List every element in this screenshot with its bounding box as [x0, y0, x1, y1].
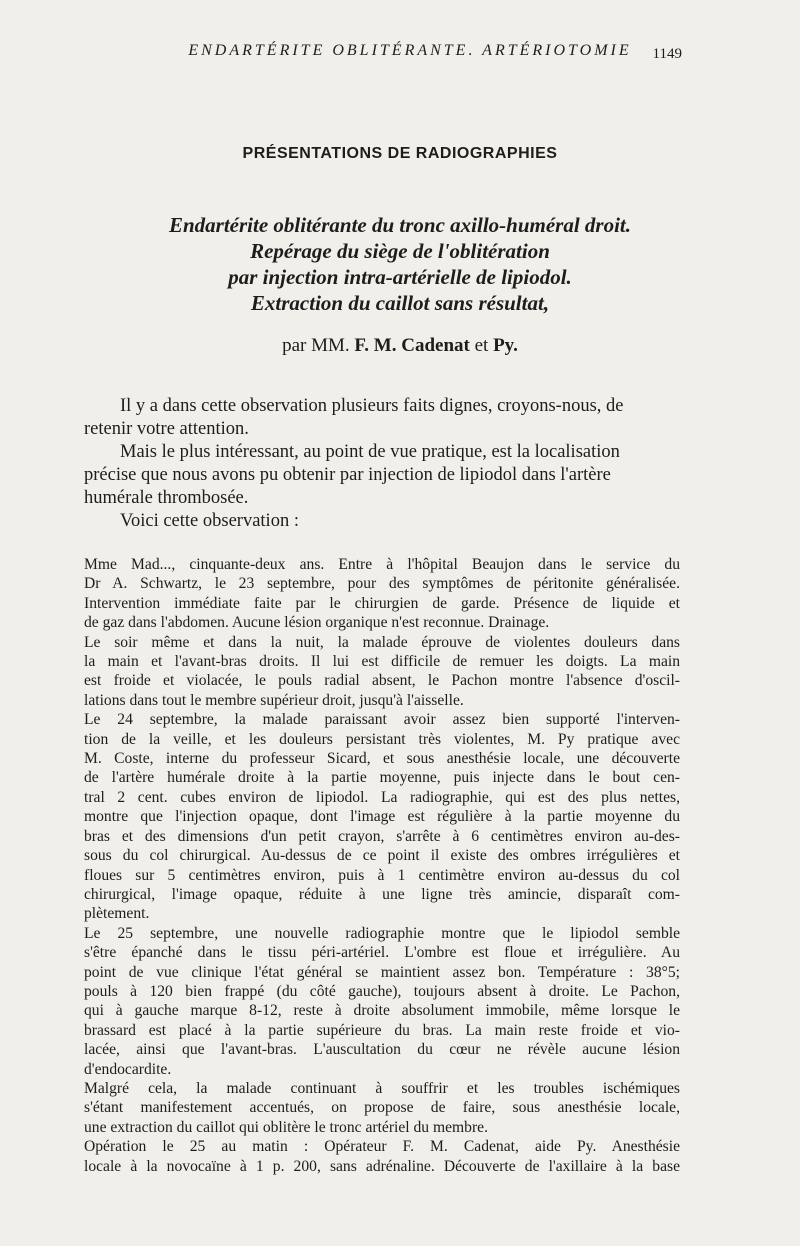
article-title-line: Endartérite oblitérante du tronc axillo-huméral droit. [168, 213, 632, 237]
byline-prefix: par MM. [282, 335, 350, 356]
author-cadenat: F. M. Cadenat [354, 335, 470, 356]
observation-line: Le 25 septembre, une nouvelle radiographie montre que le lipiodol semble [84, 924, 680, 942]
observation-line: tion de la veille, et les douleurs persistant très violentes, M. Py pratique avec [84, 730, 680, 748]
observation-line: lacée, ainsi que l'avant-bras. L'auscultation du cœur ne révèle aucune lésion [84, 1041, 680, 1059]
observation-line: brassard est placé à la partie supérieure du bras. La main reste froide et vio- [84, 1021, 680, 1039]
byline [100, 335, 700, 357]
author-py: Py. [493, 335, 518, 356]
observation-line: de gaz dans l'abdomen. Aucune lésion organique n'est reconnue. Drainage. [84, 614, 550, 632]
observation-line: plètement. [84, 905, 150, 923]
running-header: ENDARTÉRITE OBLITÉRANTE. ARTÉRIOTOMIE [188, 42, 632, 59]
observation-line: s'être épanché dans le tissu péri-artériel. L'ombre est floue et irrégulière. Au [84, 944, 680, 962]
intro-line: Il y a dans cette observation plusieurs faits dignes, croyons-nous, de [120, 396, 624, 416]
observation-line: Dr A. Schwartz, le 23 septembre, pour des symptômes de péritonite généralisée. [84, 575, 680, 593]
observation-line: est froide et violacée, le pouls radial absent, le Pachon montre l'absence d'oscil- [84, 672, 680, 690]
observation-line: Mme Mad..., cinquante-deux ans. Entre à l'hôpital Beaujon dans le service du [84, 556, 680, 573]
observation-line: locale à la novocaïne à 1 p. 200, sans adrénaline. Découverte de l'axillaire à la base [84, 1157, 680, 1175]
observation-line: Le 24 septembre, la malade paraissant avoir assez bien supporté l'interven- [84, 711, 680, 729]
article-title-line: Extraction du caillot sans résultat, [250, 291, 550, 315]
page-number: 1149 [652, 46, 682, 62]
observation-line: tral 2 cent. cubes environ de lipiodol. La radiographie, qui est des plus nettes, [84, 788, 680, 806]
introduction [84, 395, 680, 533]
observation-line: Opération le 25 au matin : Opérateur F. M. Cadenat, aide Py. Anesthésie [84, 1138, 680, 1156]
observation-line: M. Coste, interne du professeur Sicard, et sous anesthésie locale, une découverte [84, 750, 680, 768]
observation-line: Malgré cela, la malade continuant à souffrir et les troubles ischémiques [84, 1079, 680, 1097]
observation-line: montre que l'injection opaque, dont l'image est régulière à la partie moyenne du [84, 808, 680, 826]
article-title-line: Repérage du siège de l'oblitération [250, 239, 550, 263]
observation-text [84, 555, 680, 1176]
observation-line: une extraction du caillot qui oblitère le tronc artériel du membre. [84, 1118, 488, 1136]
observation-line: pouls à 120 bien frappé (du côté gauche), toujours absent à droite. Le Pachon, [84, 982, 680, 1000]
observation-line: lations dans tout le membre supérieur droit, jusqu'à l'aisselle. [84, 691, 464, 709]
section-title: PRÉSENTATIONS DE RADIOGRAPHIES [242, 145, 558, 162]
observation-line: chirurgical, l'image opaque, réduite à une ligne très amincie, disparaît com- [84, 885, 680, 903]
observation-line: Le soir même et dans la nuit, la malade éprouve de violentes douleurs dans [84, 633, 680, 651]
intro-line: précise que nous avons pu obtenir par injection de lipiodol dans l'artère [84, 465, 611, 485]
article-title-line: par injection intra-artérielle de lipiodol. [228, 265, 572, 289]
intro-line: Voici cette observation : [120, 511, 299, 531]
observation-line: de l'artère humérale droite à la partie moyenne, puis injecte dans le bout cen- [84, 769, 680, 787]
observation-line: floues sur 5 centimètres environ, puis à 1 centimètre environ au-dessus du col [84, 866, 680, 884]
byline-and: et [474, 335, 489, 356]
observation-line: d'endocardite. [84, 1060, 172, 1078]
observation-line: sous du col chirurgical. Au-dessus de ce point il existe des ombres irrégulières et [84, 847, 680, 865]
article-title [100, 212, 700, 316]
observation-line: point de vue clinique l'état général se maintient assez bon. Température : 38°5; [84, 963, 680, 981]
observation-line: bras et des dimensions d'un petit crayon, s'arrête à 6 centimètres environ au-des- [84, 827, 680, 845]
observation-line: Intervention immédiate faite par le chirurgien de garde. Présence de liquide et [84, 594, 680, 612]
observation-line: s'étant manifestement accentués, on propose de faire, sous anesthésie locale, [84, 1099, 680, 1117]
observation-line: la main et l'avant-bras droits. Il lui est difficile de remuer les doigts. La main [84, 653, 680, 671]
intro-line: humérale thrombosée. [84, 488, 249, 508]
intro-line: Mais le plus intéressant, au point de vue pratique, est la localisation [120, 442, 620, 462]
observation-line: qui à gauche marque 8-12, reste à droite absolument immobile, même lorsque le [84, 1002, 680, 1020]
intro-line: retenir votre attention. [84, 419, 249, 439]
